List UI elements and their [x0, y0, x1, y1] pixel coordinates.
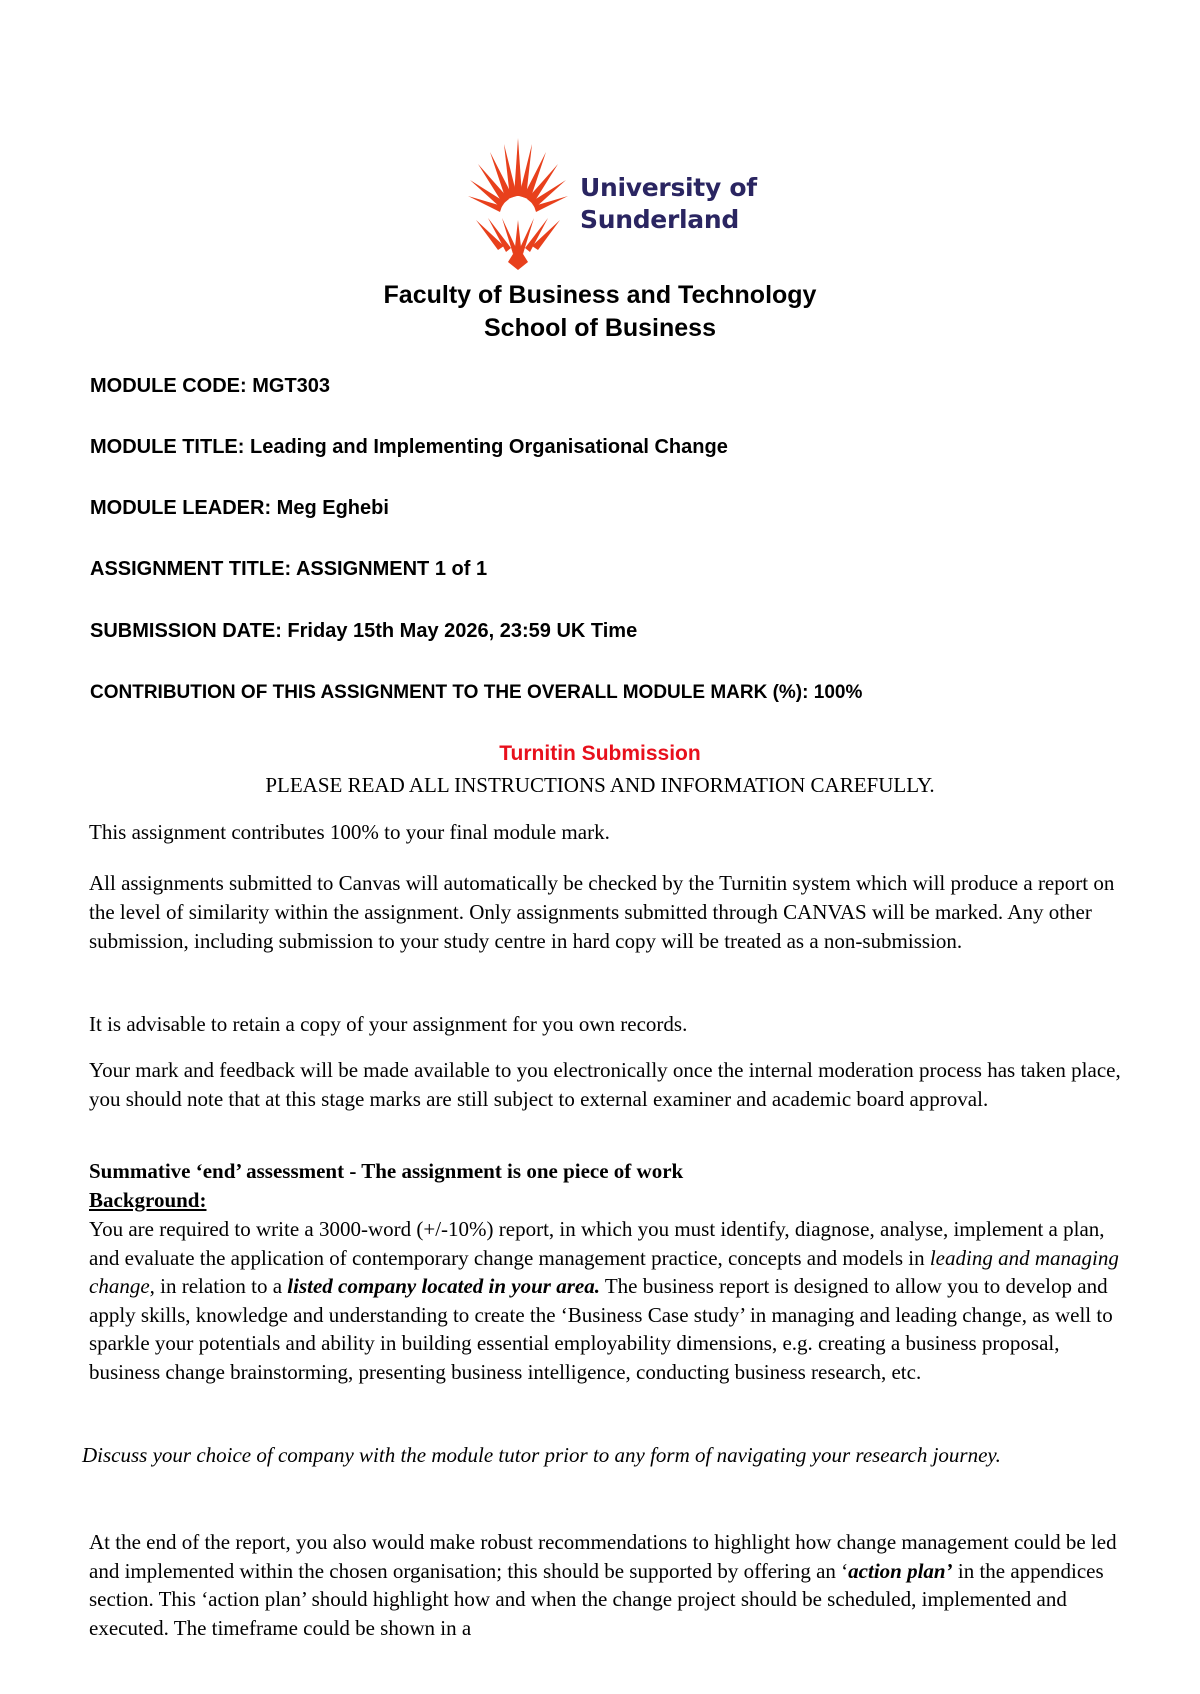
flame-emblem-icon	[468, 138, 578, 270]
background-text-1: You are required to write a 3000-word (+/-10%) report, in which you must identify, diagnose, analyse, implement a plan, and evaluate the application of contemporary change management practice, concepts and models in	[89, 1217, 1105, 1270]
paragraph-recommendations	[89, 1528, 1129, 1642]
background-italic-phrase: leading and managing change	[89, 1245, 1119, 1298]
module-code-value: MGT303	[252, 375, 331, 397]
paragraph-feedback: Your mark and feedback will be made available to you electronically once the internal moderation process has taken place, you should note that at this stage marks are still subject to external examiner and academic board approval.	[89, 1058, 1121, 1111]
assignment-title-field	[90, 558, 487, 581]
university-logo	[468, 138, 768, 270]
background-emphasis-phrase: listed company located in your area.	[287, 1274, 600, 1298]
module-title-value: Leading and Implementing Organisational Change	[250, 436, 728, 458]
module-leader-field	[90, 497, 389, 520]
module-title-field	[90, 436, 728, 459]
module-leader-value: Meg Eghebi	[276, 497, 389, 519]
paragraph-retain-copy: It is advisable to retain a copy of your assignment for you own records.	[89, 1012, 688, 1036]
paragraph-discuss-company: Discuss your choice of company with the module tutor prior to any form of navigating your research journey.	[82, 1443, 1001, 1467]
recommendations-text-2: in the appendices section. This ‘action plan’ should highlight how and when the change project should be scheduled, implemented and executed. The timeframe could be shown in a	[89, 1558, 1104, 1640]
paragraph-turnitin-check: All assignments submitted to Canvas will automatically be checked by the Turnitin system which will produce a report on the level of similarity within the assignment. Only assignments submitted through CANVAS will be marked. Any other submission, including submission to your study centre in hard copy will be treated as a non-submission.	[89, 871, 1115, 953]
module-code-field	[90, 375, 330, 398]
background-heading: Background:	[89, 1188, 207, 1212]
contribution-value: 100%	[813, 682, 863, 703]
summative-heading: Summative ‘end’ assessment - The assignment is one piece of work	[89, 1159, 684, 1183]
logo-line-1: University of	[580, 173, 757, 202]
action-plan-phrase: action plan’	[848, 1558, 953, 1583]
background-text-3: The business report is designed to allow you to develop and apply skills, knowledge and understanding to create the ‘Business Case study’ in managing and leading change, as well to sparkle your potentials and ability in building essential employability dimensions, e.g. creating a business proposal, business change brainstorming, presenting business intelligence, conducting business research, etc.	[89, 1274, 1113, 1384]
submission-date-label: SUBMISSION DATE:	[90, 620, 282, 642]
paragraph-background	[89, 1215, 1129, 1386]
assignment-title-label: ASSIGNMENT TITLE:	[90, 558, 292, 580]
submission-date-field	[90, 620, 637, 643]
background-text-2: , in relation to a	[149, 1274, 288, 1298]
school-title: School of Business	[484, 314, 716, 342]
faculty-title: Faculty of Business and Technology	[383, 281, 817, 309]
module-code-label: MODULE CODE:	[90, 375, 247, 397]
submission-date-value: Friday 15th May 2026, 23:59 UK Time	[287, 620, 638, 642]
logo-wordmark	[580, 172, 757, 236]
assignment-title-value: ASSIGNMENT 1 of 1	[295, 558, 488, 580]
turnitin-heading: Turnitin Submission	[499, 742, 701, 765]
module-leader-label: MODULE LEADER:	[90, 497, 272, 519]
recommendations-text-1: At the end of the report, you also would make robust recommendations to highlight how change management could be led and implemented within the chosen organisation; this should be supported by offering an ‘	[89, 1530, 1117, 1583]
logo-line-2: Sunderland	[580, 205, 739, 234]
contribution-label: CONTRIBUTION OF THIS ASSIGNMENT TO THE OVERALL MODULE MARK (%):	[90, 682, 809, 703]
paragraph-contribution: This assignment contributes 100% to your final module mark.	[89, 820, 610, 844]
please-read-notice: PLEASE READ ALL INSTRUCTIONS AND INFORMATION CAREFULLY.	[265, 773, 935, 797]
module-title-label: MODULE TITLE:	[90, 436, 245, 458]
contribution-field	[90, 682, 862, 704]
